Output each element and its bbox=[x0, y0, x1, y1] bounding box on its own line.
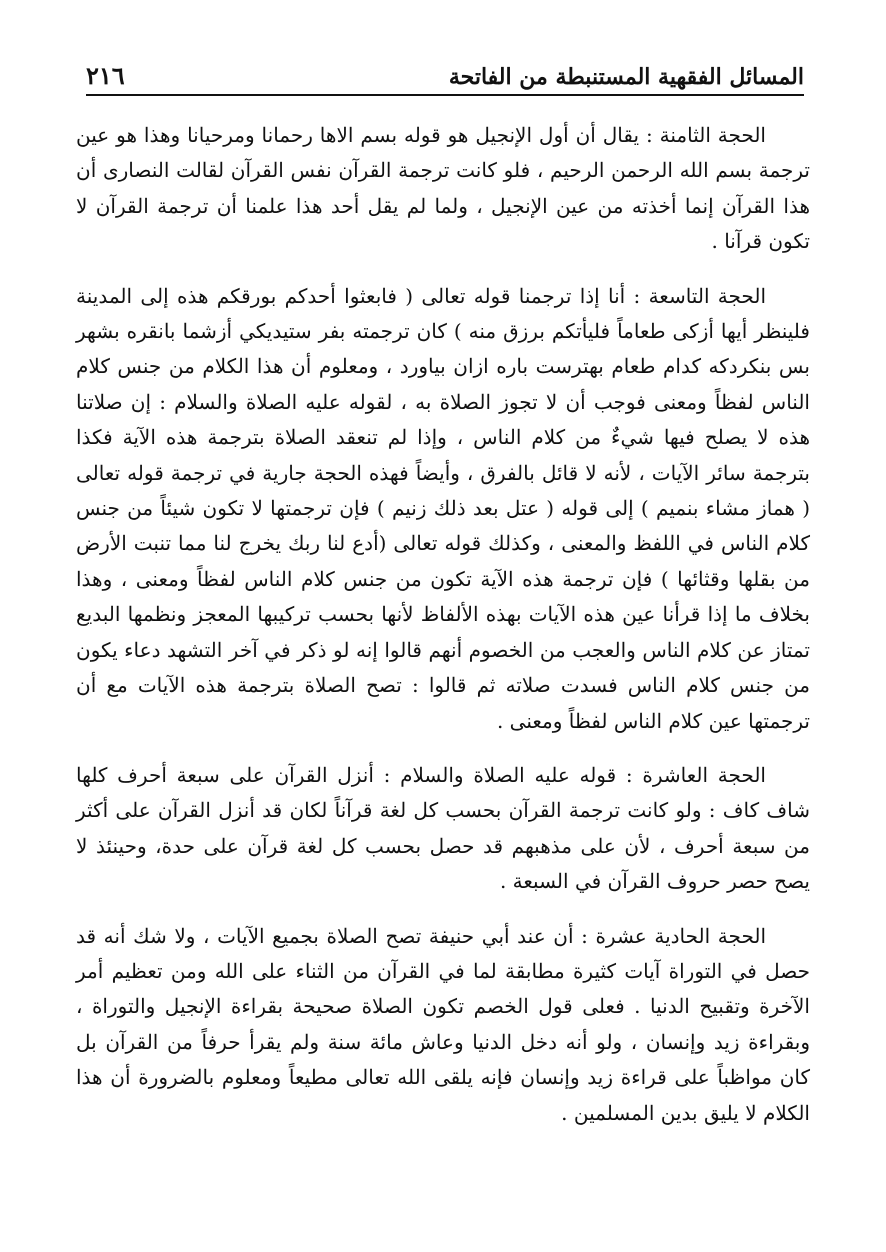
paragraph-tenth-argument: الحجة العاشرة : قوله عليه الصلاة والسلام : أنزل القرآن على سبعة أحرف كلها شاف كاف : ولو كانت ترجمة القرآن بحسب كل لغة قرآناً لكان قد أنزل القرآن على أكثر من سبعة أحرف ، لأن على مذهبهم قد حصل بحسب كل لغة قرآن على حدة، وحينئذ لا يصح حصر حروف القرآن في السبعة . bbox=[76, 762, 810, 894]
running-title: المسائل الفقهية المستنبطة من الفاتحة bbox=[448, 64, 804, 90]
paragraph-eighth-argument: الحجة الثامنة : يقال أن أول الإنجيل هو قوله بسم الاها رحمانا ومرحيانا وهذا هو عين ترجمة بسم الله الرحمن الرحيم ، فلو كانت ترجمة القرآن نفس القرآن لقالت النصارى أن هذا القرآن إنما أخذته من عين الإنجيل ، ولما لم يقل أحد هذا علمنا أن ترجمة القرآن لا تكون قرآنا . bbox=[76, 123, 810, 254]
paragraph-eleventh-argument: الحجة الحادية عشرة : أن عند أبي حنيفة تصح الصلاة بجميع الآيات ، ولا شك أنه قد حصل في التوراة آيات كثيرة مطابقة لما في القرآن من الثناء على الله ومن تعظيم أمر الآخرة وتقبيح الدنيا . فعلى قول الخصم تكون الصلاة صحيحة بقراءة الإنجيل والتوراة ، وبقراءة زيد وإنسان ، ولو أنه دخل الدنيا وعاش مائة سنة ولم يقرأ حرفاً من القرآن بل كان مواظباً على قراءة زيد وإنسان فإنه يلقى الله تعالى مطيعاً ومعلوم بالضرورة أن هذا الكلام لا يليق بدين المسلمين . bbox=[76, 923, 810, 1125]
page-header bbox=[86, 58, 804, 96]
page-body bbox=[76, 118, 810, 1150]
page-number: ٢١٦ bbox=[86, 61, 125, 90]
paragraph-ninth-argument: الحجة التاسعة : أنا إذا ترجمنا قوله تعالى ( فابعثوا أحدكم بورقكم هذه إلى المدينة فلينظر أيها أزكى طعاماً فليأتكم برزق منه ) كان ترجمته بفر ستيديكي أزشما بانقره بشهر بس بنكردكه كدام طعام بهترست باره ازان بياورد ، ومعلوم أن هذا الكلام من جنس كلام الناس لفظاً ومعنى فوجب أن لا تجوز الصلاة به ، لقوله عليه الصلاة والسلام : إن صلاتنا هذه لا يصلح فيها شيءٌ من كلام الناس ، وإذا لم تنعقد الصلاة بترجمة هذه الآية فكذا بترجمة سائر الآيات ، لأنه لا قائل بالفرق ، وأيضاً فهذه الحجة جارية في ترجمة قوله تعالى ( هماز مشاء بنميم ) إلى قوله ( عتل بعد ذلك زنيم ) فإن ترجمتها لا تكون شيئاً من جنس كلام الناس في اللفظ والمعنى ، وكذلك قوله تعالى (أدع لنا ربك يخرج لنا مما تنبت الأرض من بقلها وقثائها ) فإن ترجمة هذه الآية تكون من جنس كلام الناس لفظاً ومعنى ، وهذا بخلاف ما إذا قرأنا عين هذه الآيات بهذه الألفاظ لأنها بحسب تركيبها المعجز ونظمها البديع تمتاز عن كلام الناس والعجب من الخصوم أنهم قالوا إنه لو ذكر في آخر التشهد دعاء يكون من جنس كلام الناس فسدت صلاته ثم قالوا : تصح الصلاة بترجمة هذه الآيات مع أن ترجمتها عين كلام الناس لفظاً ومعنى . bbox=[76, 283, 811, 733]
